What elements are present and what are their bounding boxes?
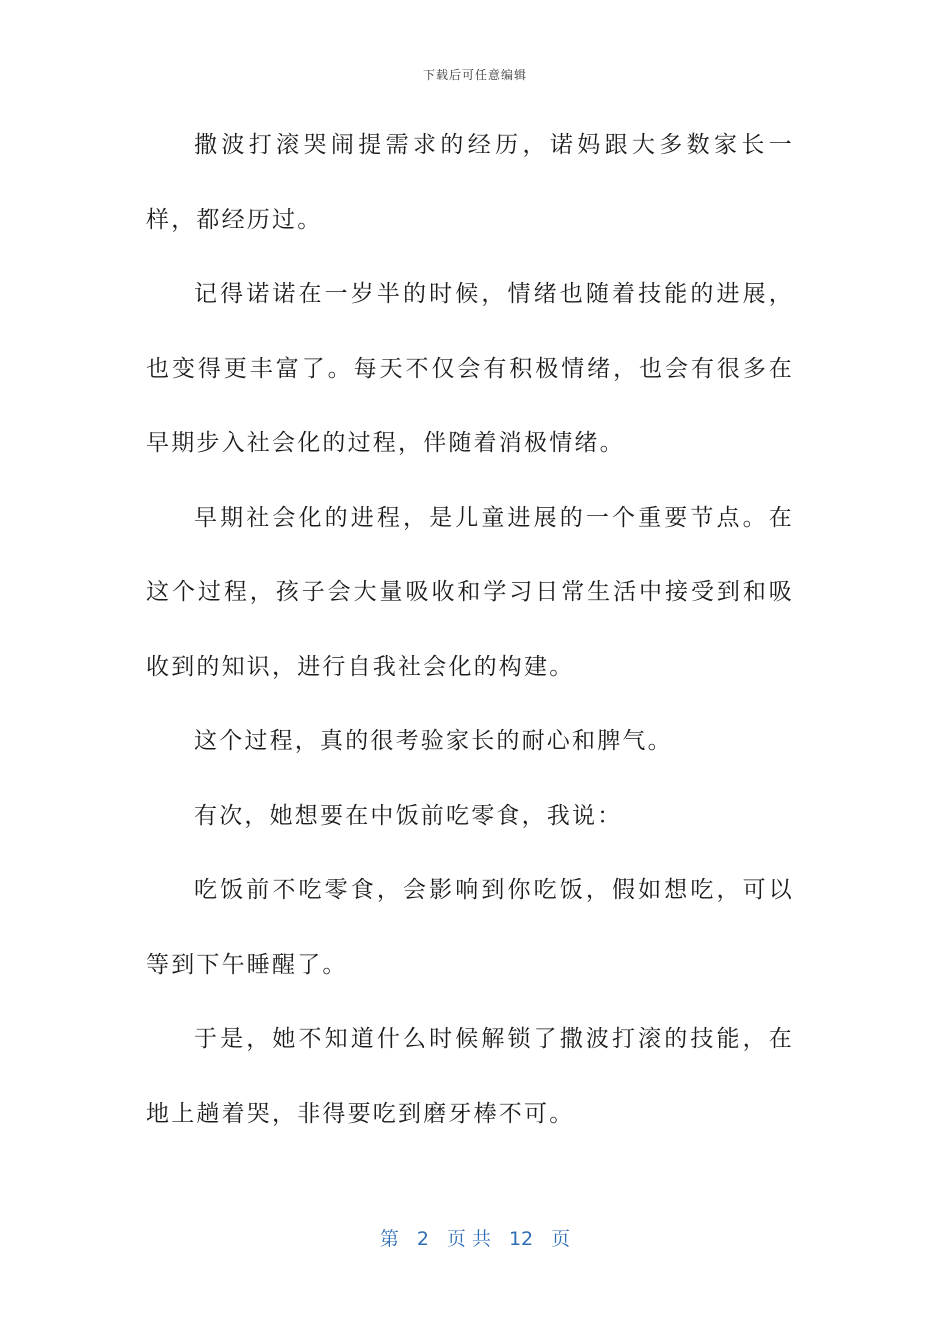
page-footer — [0, 1224, 950, 1251]
paragraph: 早期社会化的进程，是儿童进展的一个重要节点。在这个过程，孩子会大量吸收和学习日常生活中接受到和吸收到的知识，进行自我社会化的构建。 — [146, 504, 794, 680]
paragraph: 这个过程，真的很考验家长的耐心和脾气。 — [194, 728, 673, 754]
paragraph: 撒波打滚哭闹提需求的经历，诺妈跟大多数家长一样，都经历过。 — [146, 132, 794, 233]
paragraph: 有次，她想要在中饭前吃零食，我说： — [194, 802, 623, 829]
footer-prefix: 第 — [379, 1228, 399, 1250]
total-pages-number: 12 — [508, 1228, 534, 1250]
paragraph: 记得诺诺在一岁半的时候，情绪也随着技能的进展，也变得更丰富了。每天不仅会有积极情绪，也会有很多在早期步入社会化的过程，伴随着消极情绪。 — [146, 281, 794, 456]
document-body — [146, 108, 794, 1151]
paragraph: 于是，她不知道什么时候解锁了撒波打滚的技能，在地上趟着哭，非得要吃到磨牙棒不可。 — [146, 1026, 794, 1127]
current-page-number: 2 — [416, 1228, 429, 1250]
footer-middle: 页 共 — [446, 1228, 491, 1250]
footer-suffix: 页 — [551, 1228, 571, 1250]
header-note: 下载后可任意编辑 — [422, 68, 527, 82]
paragraph: 吃饭前不吃零食，会影响到你吃饭，假如想吃，可以等到下午睡醒了。 — [146, 877, 794, 978]
